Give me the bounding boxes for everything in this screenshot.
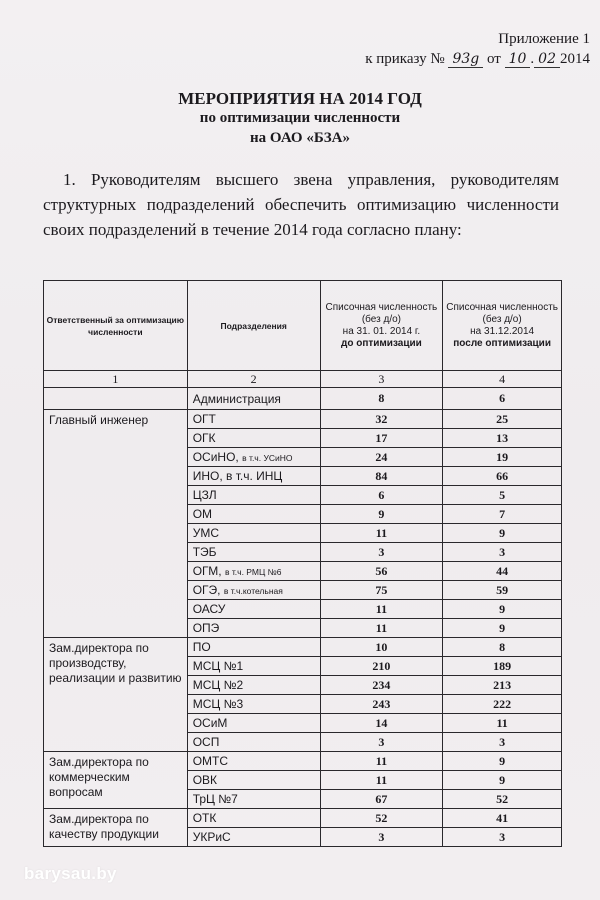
headcount-before: 3 xyxy=(320,733,443,752)
table-row xyxy=(44,809,562,828)
department-name: ТрЦ №7 xyxy=(192,792,238,806)
department-note: в т.ч. УСиНО xyxy=(242,453,293,463)
headcount-before: 6 xyxy=(320,486,443,505)
department-cell xyxy=(187,410,320,429)
order-year: 2014 xyxy=(560,51,590,67)
department-cell xyxy=(187,486,320,505)
table-header-row xyxy=(44,281,562,371)
header-before xyxy=(320,281,443,371)
responsible-cell: Главный инженер xyxy=(44,410,188,638)
order-reference: к приказу № 93g от 10 . 02 2014 xyxy=(365,51,590,67)
headcount-before: 24 xyxy=(320,448,443,467)
department-name: ЦЗЛ xyxy=(192,488,217,502)
department-name: ОВК xyxy=(192,773,218,787)
headcount-after: 11 xyxy=(443,714,562,733)
watermark: barysau.by xyxy=(24,864,117,883)
column-number-row xyxy=(44,371,562,388)
headcount-before: 11 xyxy=(320,619,443,638)
headcount-after: 9 xyxy=(443,752,562,771)
headcount-after: 6 xyxy=(443,388,562,410)
department-cell xyxy=(187,543,320,562)
department-name: МСЦ №3 xyxy=(192,697,244,711)
department-name: ОСП xyxy=(192,735,220,749)
department-name: ОГМ, xyxy=(192,564,222,578)
header-after-line4: после оптимизации xyxy=(453,337,551,349)
department-cell xyxy=(187,505,320,524)
header-after xyxy=(443,281,562,371)
responsible-cell: Зам.директора по производству, реализации и развитию xyxy=(44,638,188,752)
department-name: УМС xyxy=(192,526,220,540)
headcount-before: 14 xyxy=(320,714,443,733)
department-cell xyxy=(187,790,320,809)
department-cell xyxy=(187,467,320,486)
department-cell xyxy=(187,676,320,695)
table-row xyxy=(44,752,562,771)
department-note: в т.ч.котельная xyxy=(223,586,283,596)
headcount-after: 9 xyxy=(443,524,562,543)
headcount-before: 3 xyxy=(320,543,443,562)
department-name: ОМТС xyxy=(192,754,229,768)
headcount-after: 13 xyxy=(443,429,562,448)
department-name: ОМ xyxy=(192,507,213,521)
order-day: 10 xyxy=(505,51,531,68)
header-before-line2: (без д/о) xyxy=(361,313,401,325)
department-name: ОАСУ xyxy=(192,602,226,616)
order-prefix: к приказу № xyxy=(365,51,445,67)
department-cell xyxy=(187,619,320,638)
headcount-before: 11 xyxy=(320,524,443,543)
department-note: в т.ч. РМЦ №6 xyxy=(224,567,282,577)
headcount-after: 19 xyxy=(443,448,562,467)
header-after-line3: на 31.12.2014 xyxy=(470,325,535,337)
header-after-line2: (без д/о) xyxy=(482,313,522,325)
department-name: ПО xyxy=(192,640,211,654)
headcount-after: 44 xyxy=(443,562,562,581)
document-title: МЕРОПРИЯТИЯ НА 2014 ГОД xyxy=(178,89,422,108)
headcount-after: 189 xyxy=(443,657,562,676)
department-cell xyxy=(187,714,320,733)
headcount-after: 9 xyxy=(443,771,562,790)
document-organization: на ОАО «БЗА» xyxy=(250,130,350,146)
headcount-after: 9 xyxy=(443,619,562,638)
document-subtitle: по оптимизации численности xyxy=(199,110,401,126)
headcount-before: 243 xyxy=(320,695,443,714)
responsible-cell xyxy=(44,388,188,410)
department-name: ОГТ xyxy=(192,412,216,426)
header-responsible: Ответственный за оптимизацию численности xyxy=(44,281,188,371)
column-number: 3 xyxy=(320,371,443,388)
optimization-table xyxy=(43,280,562,847)
headcount-after: 25 xyxy=(443,410,562,429)
headcount-after: 213 xyxy=(443,676,562,695)
department-cell xyxy=(187,638,320,657)
header-after-line1: Списочная численность xyxy=(446,301,558,313)
table-row xyxy=(44,638,562,657)
header-before-line3: на 31. 01. 2014 г. xyxy=(342,325,421,337)
department-name: МСЦ №1 xyxy=(192,659,244,673)
headcount-before: 10 xyxy=(320,638,443,657)
headcount-before: 234 xyxy=(320,676,443,695)
headcount-after: 5 xyxy=(443,486,562,505)
department-name: ОГЭ, xyxy=(192,583,221,597)
department-name: ОТК xyxy=(192,811,217,825)
department-cell xyxy=(187,695,320,714)
annex-title: Приложение 1 xyxy=(498,31,590,47)
department-cell xyxy=(187,524,320,543)
headcount-after: 9 xyxy=(443,600,562,619)
department-cell xyxy=(187,771,320,790)
headcount-after: 3 xyxy=(443,543,562,562)
annex-header xyxy=(365,29,590,69)
column-number: 4 xyxy=(443,371,562,388)
headcount-after: 52 xyxy=(443,790,562,809)
department-cell xyxy=(187,600,320,619)
department-cell xyxy=(187,657,320,676)
department-cell xyxy=(187,448,320,467)
instruction-paragraph xyxy=(43,167,559,242)
department-name: УКРиС xyxy=(192,830,231,844)
department-name: Администрация xyxy=(192,391,281,406)
headcount-before: 11 xyxy=(320,771,443,790)
table-row xyxy=(44,388,562,410)
department-cell xyxy=(187,752,320,771)
header-before-line4: до оптимизации xyxy=(340,337,422,349)
department-cell xyxy=(187,809,320,828)
headcount-after: 66 xyxy=(443,467,562,486)
department-cell xyxy=(187,429,320,448)
headcount-after: 7 xyxy=(443,505,562,524)
department-name: ОСиМ xyxy=(192,716,228,730)
department-name: ОПЭ xyxy=(192,621,220,635)
headcount-before: 67 xyxy=(320,790,443,809)
headcount-after: 3 xyxy=(443,733,562,752)
headcount-after: 41 xyxy=(443,809,562,828)
headcount-before: 75 xyxy=(320,581,443,600)
header-departments: Подразделения xyxy=(187,281,320,371)
headcount-before: 8 xyxy=(320,388,443,410)
column-number: 2 xyxy=(187,371,320,388)
department-cell xyxy=(187,388,320,410)
department-name: МСЦ №2 xyxy=(192,678,244,692)
headcount-after: 222 xyxy=(443,695,562,714)
headcount-after: 3 xyxy=(443,828,562,847)
order-month: 02 xyxy=(534,51,560,68)
department-cell xyxy=(187,581,320,600)
table-row xyxy=(44,410,562,429)
header-before-line1: Списочная численность xyxy=(325,301,438,313)
department-name: ИНО, в т.ч. ИНЦ xyxy=(192,469,283,483)
headcount-before: 52 xyxy=(320,809,443,828)
headcount-after: 8 xyxy=(443,638,562,657)
headcount-before: 11 xyxy=(320,600,443,619)
instruction-text: 1. Руководителям высшего звена управления, руководителям структурных подразделений обеспечить оптимизацию численности своих подразделений в течение 2014 года согласно плану: xyxy=(43,170,559,239)
responsible-cell: Зам.директора по качеству продукции xyxy=(44,809,188,847)
headcount-before: 210 xyxy=(320,657,443,676)
headcount-before: 17 xyxy=(320,429,443,448)
order-number: 93g xyxy=(448,51,483,68)
department-name: ОСиНО, xyxy=(192,450,239,464)
headcount-after: 59 xyxy=(443,581,562,600)
headcount-before: 32 xyxy=(320,410,443,429)
responsible-cell: Зам.директора по коммерческим вопросам xyxy=(44,752,188,809)
department-cell xyxy=(187,828,320,847)
order-from: от xyxy=(486,51,501,67)
headcount-before: 3 xyxy=(320,828,443,847)
department-name: ОГК xyxy=(192,431,216,445)
headcount-before: 56 xyxy=(320,562,443,581)
headcount-before: 9 xyxy=(320,505,443,524)
column-number: 1 xyxy=(44,371,188,388)
headcount-before: 11 xyxy=(320,752,443,771)
department-cell xyxy=(187,733,320,752)
department-name: ТЭБ xyxy=(192,545,217,559)
department-cell xyxy=(187,562,320,581)
headcount-before: 84 xyxy=(320,467,443,486)
